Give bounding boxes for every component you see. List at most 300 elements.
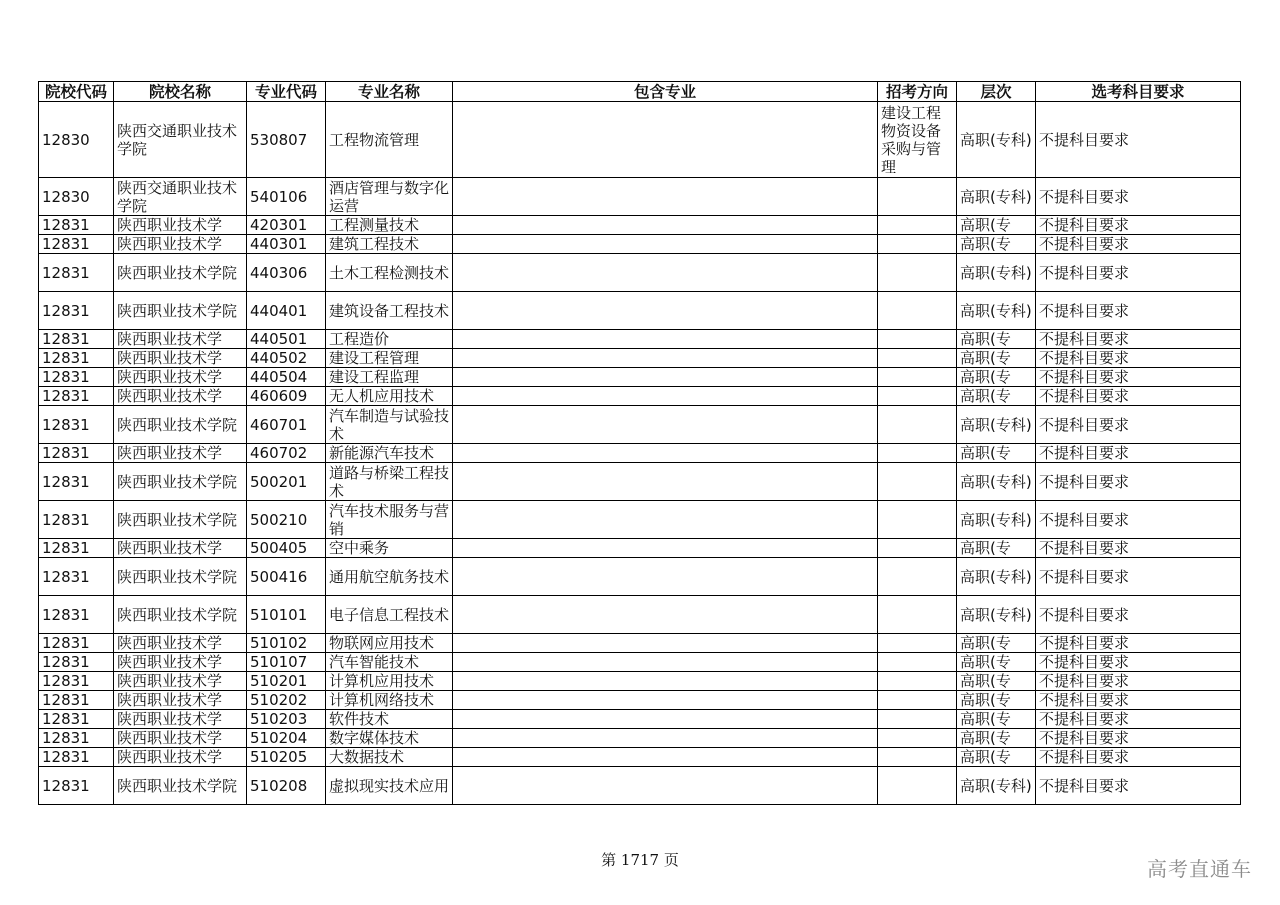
school-name-cell-text: 陕西职业技术学	[117, 672, 223, 690]
major-name-cell-text: 虚拟现实技术应用	[329, 776, 449, 795]
subject-requirement-cell	[1036, 102, 1241, 178]
included-majors-cell-text	[456, 653, 874, 671]
subject-requirement-cell	[1036, 406, 1241, 444]
included-majors-cell	[453, 748, 878, 767]
level-cell	[957, 558, 1036, 596]
level-cell	[957, 406, 1036, 444]
major-code-cell	[247, 254, 326, 292]
major-name-cell-text: 无人机应用技术	[329, 387, 435, 405]
direction-cell	[878, 178, 957, 216]
included-majors-cell	[453, 292, 878, 330]
school-code-cell-text: 12831	[42, 330, 90, 348]
major-code-cell	[247, 387, 326, 406]
school-code-cell	[39, 729, 114, 748]
school-name-cell	[114, 406, 247, 444]
major-name-cell	[326, 368, 453, 387]
direction-cell	[878, 349, 957, 368]
direction-cell	[878, 691, 957, 710]
school-code-cell-text: 12831	[42, 605, 90, 624]
included-majors-cell	[453, 178, 878, 216]
direction-cell-text	[881, 444, 953, 462]
subject-requirement-cell-text: 不提科目要求	[1039, 415, 1130, 434]
majors-table	[38, 81, 1241, 805]
school-code-cell	[39, 178, 114, 216]
table-row	[39, 292, 1241, 330]
school-name-cell-text: 陕西职业技术学院	[117, 776, 238, 795]
major-code-cell-text: 460609	[250, 387, 308, 405]
included-majors-cell-text	[456, 387, 874, 405]
table-row	[39, 501, 1241, 539]
direction-cell	[878, 444, 957, 463]
school-code-cell-text: 12831	[42, 653, 90, 671]
direction-cell-text	[881, 349, 953, 367]
level-cell	[957, 102, 1036, 178]
subject-requirement-cell	[1036, 368, 1241, 387]
included-majors-cell	[453, 596, 878, 634]
major-code-cell	[247, 558, 326, 596]
major-name-cell-text: 土木工程检测技术	[329, 263, 449, 282]
level-cell-text: 高职(专	[960, 691, 1011, 709]
included-majors-cell	[453, 691, 878, 710]
table-row	[39, 539, 1241, 558]
direction-cell	[878, 292, 957, 330]
subject-requirement-cell	[1036, 558, 1241, 596]
header-direction: 招考方向	[878, 82, 957, 102]
subject-requirement-cell-text: 不提科目要求	[1039, 263, 1130, 282]
table-row	[39, 216, 1241, 235]
subject-requirement-cell	[1036, 387, 1241, 406]
school-code-cell-text: 12831	[42, 710, 90, 728]
school-code-cell-text: 12831	[42, 444, 90, 462]
school-code-cell-text: 12831	[42, 368, 90, 386]
included-majors-cell	[453, 672, 878, 691]
school-code-cell	[39, 653, 114, 672]
major-code-cell	[247, 330, 326, 349]
page-number: 第 1717 页	[601, 851, 679, 869]
major-code-cell-text: 510208	[250, 776, 308, 795]
direction-cell	[878, 501, 957, 539]
school-name-cell-text: 陕西职业技术学	[117, 216, 223, 234]
direction-cell-text	[881, 672, 953, 690]
major-code-cell	[247, 691, 326, 710]
included-majors-cell	[453, 539, 878, 558]
subject-requirement-cell-text: 不提科目要求	[1039, 653, 1130, 671]
table-row	[39, 349, 1241, 368]
major-code-cell-text: 510204	[250, 729, 308, 747]
major-code-cell-text: 510107	[250, 653, 308, 671]
school-name-cell-text: 陕西职业技术学	[117, 539, 223, 557]
major-code-cell	[247, 729, 326, 748]
school-code-cell-text: 12831	[42, 691, 90, 709]
level-cell	[957, 501, 1036, 539]
level-cell-text: 高职(专	[960, 387, 1011, 405]
subject-requirement-cell	[1036, 254, 1241, 292]
included-majors-cell-text	[456, 748, 874, 766]
major-name-cell	[326, 349, 453, 368]
subject-requirement-cell	[1036, 501, 1241, 539]
school-name-cell-text: 陕西职业技术学	[117, 444, 223, 462]
school-code-cell	[39, 216, 114, 235]
major-code-cell-text: 440504	[250, 368, 308, 386]
subject-requirement-cell-text: 不提科目要求	[1039, 748, 1130, 766]
level-cell	[957, 634, 1036, 653]
subject-requirement-cell	[1036, 672, 1241, 691]
level-cell-text: 高职(专	[960, 539, 1011, 557]
school-name-cell-text: 陕西交通职业技术学院	[117, 178, 238, 215]
table-row	[39, 235, 1241, 254]
major-name-cell	[326, 330, 453, 349]
major-name-cell	[326, 501, 453, 539]
table-row	[39, 387, 1241, 406]
major-code-cell-text: 500201	[250, 472, 308, 491]
major-name-cell	[326, 539, 453, 558]
included-majors-cell-text	[456, 729, 874, 747]
level-cell	[957, 444, 1036, 463]
subject-requirement-cell	[1036, 235, 1241, 254]
included-majors-cell-text	[456, 691, 874, 709]
included-majors-cell	[453, 330, 878, 349]
subject-requirement-cell-text: 不提科目要求	[1039, 187, 1130, 206]
direction-cell	[878, 539, 957, 558]
header-level: 层次	[957, 82, 1036, 102]
direction-cell	[878, 330, 957, 349]
included-majors-cell	[453, 653, 878, 672]
school-name-cell-text: 陕西职业技术学院	[117, 605, 238, 624]
subject-requirement-cell-text: 不提科目要求	[1039, 710, 1130, 728]
included-majors-cell	[453, 501, 878, 539]
level-cell-text: 高职(专科)	[960, 472, 1032, 491]
school-name-cell-text: 陕西职业技术学	[117, 729, 223, 747]
major-name-cell-text: 大数据技术	[329, 748, 405, 766]
direction-cell-text	[881, 387, 953, 405]
included-majors-cell	[453, 216, 878, 235]
level-cell-text: 高职(专科)	[960, 510, 1032, 529]
school-name-cell-text: 陕西职业技术学	[117, 748, 223, 766]
included-majors-cell	[453, 368, 878, 387]
school-name-cell-text: 陕西职业技术学	[117, 235, 223, 253]
subject-requirement-cell-text: 不提科目要求	[1039, 301, 1130, 320]
major-name-cell-text: 建设工程监理	[329, 368, 420, 386]
school-code-cell	[39, 330, 114, 349]
table-body	[39, 102, 1241, 805]
table-row	[39, 444, 1241, 463]
major-name-cell-text: 酒店管理与数字化运营	[329, 178, 449, 215]
included-majors-cell	[453, 729, 878, 748]
header-major-name: 专业名称	[326, 82, 453, 102]
header-school-name: 院校名称	[114, 82, 247, 102]
school-code-cell-text: 12831	[42, 539, 90, 557]
major-code-cell-text: 440306	[250, 263, 308, 282]
major-code-cell	[247, 444, 326, 463]
table-row	[39, 672, 1241, 691]
school-name-cell	[114, 102, 247, 178]
major-name-cell	[326, 216, 453, 235]
table-row	[39, 178, 1241, 216]
level-cell-text: 高职(专	[960, 349, 1011, 367]
school-code-cell	[39, 292, 114, 330]
school-name-cell-text: 陕西职业技术学	[117, 330, 223, 348]
subject-requirement-cell-text: 不提科目要求	[1039, 567, 1130, 586]
included-majors-cell	[453, 463, 878, 501]
subject-requirement-cell-text: 不提科目要求	[1039, 330, 1130, 348]
direction-cell	[878, 748, 957, 767]
table-header-row	[39, 82, 1241, 102]
major-name-cell	[326, 653, 453, 672]
direction-cell	[878, 102, 957, 178]
major-name-cell	[326, 102, 453, 178]
level-cell	[957, 691, 1036, 710]
school-code-cell	[39, 539, 114, 558]
direction-cell-text	[881, 216, 953, 234]
subject-requirement-cell	[1036, 767, 1241, 805]
direction-cell-text	[881, 539, 953, 557]
school-code-cell	[39, 501, 114, 539]
subject-requirement-cell	[1036, 463, 1241, 501]
school-code-cell-text: 12831	[42, 235, 90, 253]
school-code-cell	[39, 444, 114, 463]
major-name-cell	[326, 691, 453, 710]
major-code-cell-text: 460702	[250, 444, 308, 462]
included-majors-cell	[453, 387, 878, 406]
included-majors-cell-text	[456, 539, 874, 557]
included-majors-cell-text	[456, 216, 874, 234]
included-majors-cell	[453, 102, 878, 178]
direction-cell-text	[881, 368, 953, 386]
table-row	[39, 710, 1241, 729]
subject-requirement-cell-text: 不提科目要求	[1039, 444, 1130, 462]
subject-requirement-cell	[1036, 596, 1241, 634]
subject-requirement-cell	[1036, 349, 1241, 368]
subject-requirement-cell	[1036, 729, 1241, 748]
major-code-cell	[247, 368, 326, 387]
included-majors-cell	[453, 634, 878, 653]
header-major-code: 专业代码	[247, 82, 326, 102]
subject-requirement-cell-text: 不提科目要求	[1039, 368, 1130, 386]
major-code-cell-text: 440301	[250, 235, 308, 253]
school-code-cell	[39, 710, 114, 729]
included-majors-cell	[453, 406, 878, 444]
major-code-cell	[247, 463, 326, 501]
school-code-cell	[39, 349, 114, 368]
school-code-cell	[39, 254, 114, 292]
school-code-cell-text: 12831	[42, 748, 90, 766]
level-cell-text: 高职(专	[960, 368, 1011, 386]
major-code-cell	[247, 653, 326, 672]
major-code-cell	[247, 596, 326, 634]
school-name-cell-text: 陕西职业技术学院	[117, 415, 238, 434]
school-name-cell	[114, 501, 247, 539]
major-code-cell-text: 510203	[250, 710, 308, 728]
major-code-cell	[247, 672, 326, 691]
major-code-cell-text: 510101	[250, 605, 308, 624]
direction-cell	[878, 368, 957, 387]
school-name-cell	[114, 710, 247, 729]
subject-requirement-cell-text: 不提科目要求	[1039, 235, 1130, 253]
school-name-cell	[114, 748, 247, 767]
table-row	[39, 368, 1241, 387]
major-code-cell	[247, 349, 326, 368]
major-name-cell-text: 数字媒体技术	[329, 729, 420, 747]
header-subject-requirement: 选考科目要求	[1036, 82, 1241, 102]
included-majors-cell	[453, 235, 878, 254]
major-name-cell	[326, 463, 453, 501]
school-name-cell-text: 陕西职业技术学院	[117, 472, 238, 491]
included-majors-cell-text	[456, 368, 874, 386]
major-code-cell-text: 510102	[250, 634, 308, 652]
major-name-cell	[326, 235, 453, 254]
school-code-cell-text: 12830	[42, 130, 90, 149]
level-cell	[957, 216, 1036, 235]
school-name-cell	[114, 729, 247, 748]
school-code-cell	[39, 596, 114, 634]
direction-cell-text	[881, 748, 953, 766]
major-name-cell-text: 工程造价	[329, 330, 390, 348]
level-cell	[957, 387, 1036, 406]
school-name-cell-text: 陕西职业技术学	[117, 691, 223, 709]
direction-cell-text	[881, 653, 953, 671]
major-name-cell	[326, 672, 453, 691]
level-cell-text: 高职(专	[960, 710, 1011, 728]
subject-requirement-cell-text: 不提科目要求	[1039, 729, 1130, 747]
level-cell	[957, 748, 1036, 767]
subject-requirement-cell-text: 不提科目要求	[1039, 472, 1130, 491]
direction-cell-text	[881, 691, 953, 709]
level-cell-text: 高职(专科)	[960, 605, 1032, 624]
major-name-cell	[326, 558, 453, 596]
included-majors-cell-text	[456, 634, 874, 652]
school-name-cell	[114, 767, 247, 805]
subject-requirement-cell	[1036, 178, 1241, 216]
direction-cell-text	[881, 235, 953, 253]
subject-requirement-cell	[1036, 710, 1241, 729]
table-row	[39, 653, 1241, 672]
major-name-cell	[326, 767, 453, 805]
major-name-cell-text: 空中乘务	[329, 539, 390, 557]
school-name-cell-text: 陕西职业技术学院	[117, 301, 238, 320]
school-name-cell-text: 陕西职业技术学	[117, 387, 223, 405]
major-name-cell	[326, 596, 453, 634]
school-code-cell-text: 12830	[42, 187, 90, 206]
school-code-cell	[39, 406, 114, 444]
table-row	[39, 330, 1241, 349]
school-name-cell	[114, 444, 247, 463]
direction-cell	[878, 558, 957, 596]
subject-requirement-cell	[1036, 292, 1241, 330]
level-cell-text: 高职(专科)	[960, 567, 1032, 586]
subject-requirement-cell	[1036, 330, 1241, 349]
school-name-cell	[114, 349, 247, 368]
school-name-cell	[114, 463, 247, 501]
level-cell	[957, 178, 1036, 216]
direction-cell	[878, 653, 957, 672]
major-name-cell	[326, 406, 453, 444]
level-cell-text: 高职(专科)	[960, 187, 1032, 206]
table-row	[39, 767, 1241, 805]
major-code-cell-text: 500416	[250, 567, 308, 586]
school-name-cell	[114, 292, 247, 330]
subject-requirement-cell	[1036, 634, 1241, 653]
direction-cell	[878, 463, 957, 501]
major-code-cell	[247, 216, 326, 235]
school-name-cell-text: 陕西职业技术学院	[117, 510, 238, 529]
table-row	[39, 406, 1241, 444]
major-name-cell-text: 汽车智能技术	[329, 653, 420, 671]
subject-requirement-cell-text: 不提科目要求	[1039, 349, 1130, 367]
major-name-cell-text: 物联网应用技术	[329, 634, 435, 652]
school-code-cell	[39, 387, 114, 406]
watermark-logo-text: 高考直通车	[1147, 857, 1252, 881]
included-majors-cell-text	[456, 349, 874, 367]
school-code-cell	[39, 102, 114, 178]
level-cell	[957, 729, 1036, 748]
school-name-cell	[114, 672, 247, 691]
major-code-cell	[247, 235, 326, 254]
school-code-cell-text: 12831	[42, 729, 90, 747]
level-cell	[957, 672, 1036, 691]
school-name-cell-text: 陕西职业技术学	[117, 653, 223, 671]
major-name-cell	[326, 387, 453, 406]
school-code-cell-text: 12831	[42, 415, 90, 434]
major-name-cell-text: 电子信息工程技术	[329, 605, 449, 624]
major-name-cell-text: 汽车制造与试验技术	[329, 406, 449, 443]
level-cell-text: 高职(专科)	[960, 301, 1032, 320]
level-cell-text: 高职(专	[960, 748, 1011, 766]
level-cell	[957, 653, 1036, 672]
school-name-cell	[114, 539, 247, 558]
school-code-cell-text: 12831	[42, 349, 90, 367]
level-cell	[957, 292, 1036, 330]
major-code-cell-text: 510202	[250, 691, 308, 709]
major-name-cell-text: 计算机应用技术	[329, 672, 435, 690]
level-cell	[957, 710, 1036, 729]
level-cell	[957, 235, 1036, 254]
level-cell-text: 高职(专科)	[960, 130, 1032, 149]
major-name-cell-text: 工程物流管理	[329, 130, 420, 149]
major-code-cell-text: 500210	[250, 510, 308, 529]
school-code-cell	[39, 463, 114, 501]
major-code-cell	[247, 102, 326, 178]
major-code-cell	[247, 710, 326, 729]
school-name-cell-text: 陕西职业技术学	[117, 349, 223, 367]
subject-requirement-cell-text: 不提科目要求	[1039, 216, 1130, 234]
school-name-cell	[114, 235, 247, 254]
major-name-cell	[326, 634, 453, 653]
major-name-cell-text: 软件技术	[329, 710, 390, 728]
header-school-code: 院校代码	[39, 82, 114, 102]
school-name-cell	[114, 178, 247, 216]
direction-cell	[878, 216, 957, 235]
major-name-cell-text: 通用航空航务技术	[329, 567, 449, 586]
major-name-cell	[326, 254, 453, 292]
level-cell	[957, 330, 1036, 349]
major-code-cell-text: 460701	[250, 415, 308, 434]
subject-requirement-cell-text: 不提科目要求	[1039, 510, 1130, 529]
subject-requirement-cell-text: 不提科目要求	[1039, 605, 1130, 624]
direction-cell-text	[881, 729, 953, 747]
major-name-cell-text: 道路与桥梁工程技术	[329, 463, 449, 500]
major-code-cell-text: 510201	[250, 672, 308, 690]
school-name-cell-text: 陕西职业技术学院	[117, 263, 238, 282]
table-row	[39, 102, 1241, 178]
level-cell-text: 高职(专	[960, 653, 1011, 671]
school-name-cell-text: 陕西交通职业技术学院	[117, 121, 238, 158]
major-name-cell-text: 工程测量技术	[329, 216, 420, 234]
included-majors-cell	[453, 710, 878, 729]
included-majors-cell-text	[456, 330, 874, 348]
level-cell-text: 高职(专科)	[960, 776, 1032, 795]
school-code-cell	[39, 748, 114, 767]
subject-requirement-cell	[1036, 216, 1241, 235]
